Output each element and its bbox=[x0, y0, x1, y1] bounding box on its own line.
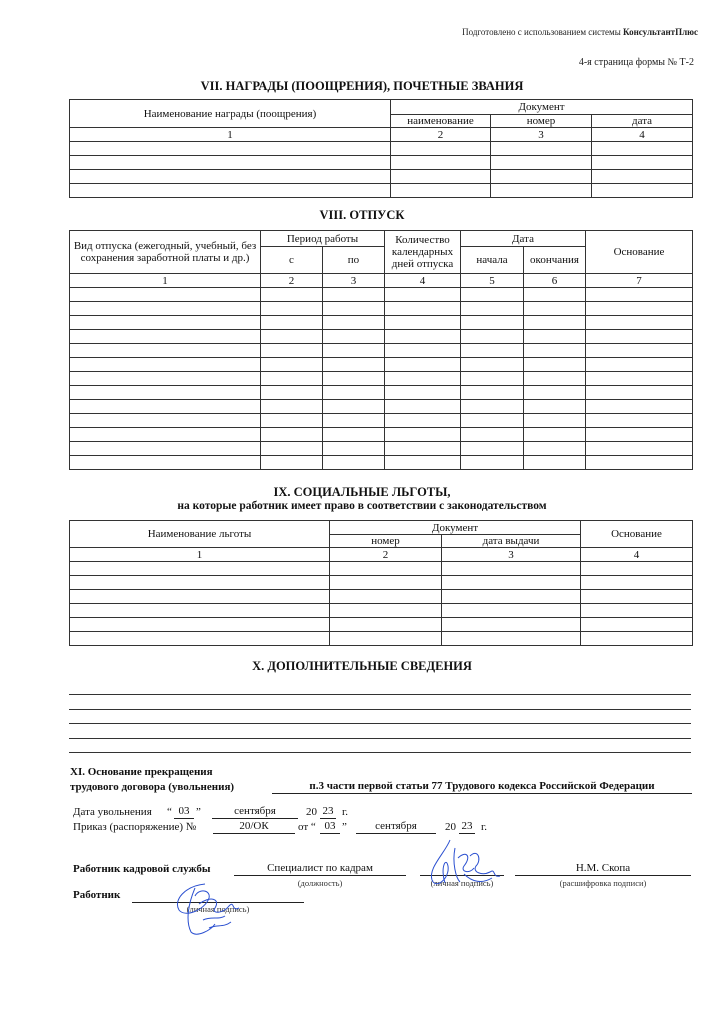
empty-cell[interactable] bbox=[70, 344, 261, 358]
empty-cell[interactable] bbox=[323, 302, 385, 316]
empty-cell[interactable] bbox=[385, 414, 461, 428]
empty-cell[interactable] bbox=[385, 442, 461, 456]
empty-cell[interactable] bbox=[330, 576, 442, 590]
vacation-table bbox=[69, 230, 693, 470]
empty-cell[interactable] bbox=[323, 428, 385, 442]
header-doc-name: наименование bbox=[391, 115, 491, 128]
empty-cell[interactable] bbox=[586, 358, 693, 372]
year-suffix: г. bbox=[342, 806, 349, 818]
header-document: Документ bbox=[391, 100, 693, 115]
table-row bbox=[70, 632, 693, 646]
name-caption: (расшифровка подписи) bbox=[559, 878, 647, 888]
col-number: 3 bbox=[442, 548, 581, 562]
empty-cell[interactable] bbox=[70, 618, 330, 632]
order-from-label: от “ bbox=[298, 821, 316, 833]
empty-cell[interactable] bbox=[261, 386, 323, 400]
empty-cell[interactable] bbox=[442, 604, 581, 618]
hr-signature-icon bbox=[420, 838, 510, 893]
empty-cell[interactable] bbox=[461, 386, 524, 400]
empty-cell[interactable] bbox=[524, 358, 586, 372]
empty-cell[interactable] bbox=[261, 358, 323, 372]
consultant-plus-note bbox=[0, 27, 698, 37]
year-prefix: 20 bbox=[445, 821, 456, 833]
empty-cell[interactable] bbox=[385, 372, 461, 386]
column-numbers-row bbox=[70, 128, 693, 142]
empty-cell[interactable] bbox=[442, 632, 581, 646]
empty-cell[interactable] bbox=[261, 344, 323, 358]
header-from: с bbox=[261, 247, 323, 274]
empty-cell[interactable] bbox=[330, 618, 442, 632]
empty-cell[interactable] bbox=[461, 456, 524, 470]
header-basis: Основание bbox=[586, 231, 693, 274]
year-suffix: г. bbox=[481, 821, 488, 833]
order-day-field[interactable]: 03 bbox=[320, 820, 340, 834]
empty-cell[interactable] bbox=[586, 330, 693, 344]
empty-cell[interactable] bbox=[391, 142, 491, 156]
termination-basis-field[interactable]: п.3 части первой статьи 77 Трудового кодекса Российской Федерации bbox=[272, 780, 692, 794]
empty-cell[interactable] bbox=[461, 400, 524, 414]
empty-cell[interactable] bbox=[385, 302, 461, 316]
empty-cell[interactable] bbox=[330, 604, 442, 618]
empty-cell[interactable] bbox=[442, 618, 581, 632]
empty-cell[interactable] bbox=[330, 632, 442, 646]
table-row bbox=[70, 456, 693, 470]
empty-cell[interactable] bbox=[586, 302, 693, 316]
order-year-field[interactable]: 23 bbox=[459, 820, 475, 834]
table-row bbox=[70, 442, 693, 456]
empty-cell[interactable] bbox=[261, 372, 323, 386]
empty-cell[interactable] bbox=[586, 316, 693, 330]
empty-cell[interactable] bbox=[70, 456, 261, 470]
empty-cell[interactable] bbox=[70, 604, 330, 618]
empty-cell[interactable] bbox=[586, 414, 693, 428]
header-to: по bbox=[323, 247, 385, 274]
empty-cell[interactable] bbox=[323, 288, 385, 302]
empty-cell[interactable] bbox=[70, 386, 261, 400]
empty-cell[interactable] bbox=[70, 414, 261, 428]
section-8-title: VIII. ОТПУСК bbox=[319, 208, 405, 222]
empty-cell[interactable] bbox=[581, 590, 693, 604]
dismissal-day-field[interactable]: 03 bbox=[174, 805, 194, 819]
column-numbers-row bbox=[70, 548, 693, 562]
empty-cell[interactable] bbox=[323, 316, 385, 330]
col-number: 5 bbox=[461, 274, 524, 288]
header-days-count: Количество календарных дней отпуска bbox=[385, 231, 461, 274]
empty-cell[interactable] bbox=[70, 442, 261, 456]
empty-cell[interactable] bbox=[581, 618, 693, 632]
empty-cell[interactable] bbox=[592, 170, 693, 184]
empty-cell[interactable] bbox=[385, 456, 461, 470]
table-row bbox=[70, 156, 693, 170]
table-row bbox=[70, 142, 693, 156]
empty-cell[interactable] bbox=[524, 428, 586, 442]
form-page-label: 4-я страница формы № Т-2 bbox=[578, 57, 694, 68]
section-10-title: X. ДОПОЛНИТЕЛЬНЫЕ СВЕДЕНИЯ bbox=[252, 659, 472, 673]
hr-name-field[interactable]: Н.М. Скопа bbox=[515, 862, 691, 876]
order-label: Приказ (распоряжение) № bbox=[73, 821, 197, 833]
empty-cell[interactable] bbox=[391, 170, 491, 184]
empty-cell[interactable] bbox=[586, 400, 693, 414]
empty-cell[interactable] bbox=[491, 156, 592, 170]
empty-cell[interactable] bbox=[592, 156, 693, 170]
brand-name: КонсультантПлюс bbox=[623, 27, 698, 37]
empty-cell[interactable] bbox=[323, 344, 385, 358]
empty-cell[interactable] bbox=[70, 302, 261, 316]
employee-signature-icon bbox=[165, 880, 255, 940]
awards-table bbox=[69, 99, 693, 198]
table-row bbox=[70, 330, 693, 344]
empty-cell[interactable] bbox=[491, 142, 592, 156]
empty-cell[interactable] bbox=[261, 414, 323, 428]
empty-cell[interactable] bbox=[524, 456, 586, 470]
col-number: 3 bbox=[323, 274, 385, 288]
empty-cell[interactable] bbox=[461, 316, 524, 330]
column-numbers-row bbox=[70, 274, 693, 288]
order-number-field[interactable]: 20/ОК bbox=[213, 820, 295, 834]
header-start: начала bbox=[461, 247, 524, 274]
hr-position-field[interactable]: Специалист по кадрам bbox=[234, 862, 406, 876]
empty-cell[interactable] bbox=[323, 442, 385, 456]
empty-cell[interactable] bbox=[586, 344, 693, 358]
empty-cell[interactable] bbox=[385, 400, 461, 414]
col-number: 6 bbox=[524, 274, 586, 288]
section-7-title: VII. НАГРАДЫ (ПООЩРЕНИЯ), ПОЧЕТНЫЕ ЗВАНИЯ bbox=[200, 79, 524, 93]
header-number: номер bbox=[330, 535, 442, 548]
col-number: 1 bbox=[70, 548, 330, 562]
table-row bbox=[70, 170, 693, 184]
empty-cell[interactable] bbox=[524, 330, 586, 344]
additional-info-line[interactable] bbox=[69, 709, 691, 710]
empty-cell[interactable] bbox=[461, 414, 524, 428]
benefits-table bbox=[69, 520, 693, 646]
empty-cell[interactable] bbox=[461, 442, 524, 456]
header-doc-date: дата bbox=[592, 115, 693, 128]
table-row bbox=[70, 576, 693, 590]
empty-cell[interactable] bbox=[581, 576, 693, 590]
empty-cell[interactable] bbox=[581, 604, 693, 618]
vacation-rows bbox=[70, 288, 693, 470]
table-row bbox=[70, 562, 693, 576]
table-row bbox=[70, 288, 693, 302]
table-row bbox=[70, 414, 693, 428]
close-quote: ” bbox=[196, 806, 201, 818]
section-11-title-line1: XI. Основание прекращения bbox=[70, 766, 213, 778]
empty-cell[interactable] bbox=[586, 456, 693, 470]
empty-cell[interactable] bbox=[385, 288, 461, 302]
col-number: 7 bbox=[586, 274, 693, 288]
col-number: 1 bbox=[70, 128, 391, 142]
benefits-rows bbox=[70, 562, 693, 646]
col-number: 4 bbox=[385, 274, 461, 288]
empty-cell[interactable] bbox=[581, 632, 693, 646]
col-number: 4 bbox=[592, 128, 693, 142]
empty-cell[interactable] bbox=[70, 142, 391, 156]
empty-cell[interactable] bbox=[261, 302, 323, 316]
employee-signature-caption: (личная подпись) bbox=[186, 904, 250, 914]
empty-cell[interactable] bbox=[330, 590, 442, 604]
empty-cell[interactable] bbox=[385, 358, 461, 372]
empty-cell[interactable] bbox=[524, 288, 586, 302]
col-number: 1 bbox=[70, 274, 261, 288]
table-row bbox=[70, 302, 693, 316]
empty-cell[interactable] bbox=[524, 316, 586, 330]
header-date: Дата bbox=[461, 231, 586, 247]
empty-cell[interactable] bbox=[70, 288, 261, 302]
empty-cell[interactable] bbox=[70, 372, 261, 386]
empty-cell[interactable] bbox=[323, 372, 385, 386]
additional-info-line[interactable] bbox=[69, 723, 691, 724]
empty-cell[interactable] bbox=[524, 414, 586, 428]
empty-cell[interactable] bbox=[70, 330, 261, 344]
empty-cell[interactable] bbox=[70, 428, 261, 442]
empty-cell[interactable] bbox=[385, 386, 461, 400]
additional-info-line[interactable] bbox=[69, 738, 691, 739]
section-11-title-line2: трудового договора (увольнения) bbox=[70, 781, 235, 793]
empty-cell[interactable] bbox=[524, 386, 586, 400]
empty-cell[interactable] bbox=[461, 372, 524, 386]
empty-cell[interactable] bbox=[261, 456, 323, 470]
empty-cell[interactable] bbox=[330, 562, 442, 576]
empty-cell[interactable] bbox=[70, 576, 330, 590]
empty-cell[interactable] bbox=[461, 330, 524, 344]
table-row bbox=[70, 428, 693, 442]
empty-cell[interactable] bbox=[70, 562, 330, 576]
empty-cell[interactable] bbox=[592, 142, 693, 156]
from-text: от bbox=[298, 821, 309, 833]
empty-cell[interactable] bbox=[70, 358, 261, 372]
empty-cell[interactable] bbox=[70, 156, 391, 170]
col-number: 2 bbox=[330, 548, 442, 562]
col-number: 3 bbox=[491, 128, 592, 142]
empty-cell[interactable] bbox=[70, 184, 391, 198]
header-end: окончания bbox=[524, 247, 586, 274]
empty-cell[interactable] bbox=[391, 184, 491, 198]
empty-cell[interactable] bbox=[592, 184, 693, 198]
empty-cell[interactable] bbox=[261, 330, 323, 344]
empty-cell[interactable] bbox=[385, 316, 461, 330]
header-vacation-type: Вид отпуска (ежегодный, учебный, без сохранения заработной платы и др.) bbox=[70, 231, 261, 274]
section-9-subtitle: на которые работник имеет право в соответствии с законодательством bbox=[177, 500, 547, 512]
table-row bbox=[70, 618, 693, 632]
empty-cell[interactable] bbox=[461, 428, 524, 442]
empty-cell[interactable] bbox=[385, 428, 461, 442]
empty-cell[interactable] bbox=[323, 414, 385, 428]
dismissal-year-field[interactable]: 23 bbox=[320, 805, 336, 819]
empty-cell[interactable] bbox=[461, 358, 524, 372]
empty-cell[interactable] bbox=[586, 288, 693, 302]
empty-cell[interactable] bbox=[70, 170, 391, 184]
header-work-period: Период работы bbox=[261, 231, 385, 247]
hr-employee-label: Работник кадровой службы bbox=[73, 863, 211, 875]
empty-cell[interactable] bbox=[524, 400, 586, 414]
empty-cell[interactable] bbox=[586, 386, 693, 400]
prepared-text: Подготовлено с использованием системы bbox=[462, 27, 621, 37]
empty-cell[interactable] bbox=[581, 562, 693, 576]
empty-cell[interactable] bbox=[323, 330, 385, 344]
dismissal-month-field[interactable]: сентября bbox=[212, 805, 298, 819]
empty-cell[interactable] bbox=[261, 442, 323, 456]
table-row bbox=[70, 316, 693, 330]
empty-cell[interactable] bbox=[586, 442, 693, 456]
close-quote: ” bbox=[342, 821, 347, 833]
order-month-field[interactable]: сентября bbox=[356, 820, 436, 834]
employee-label: Работник bbox=[73, 889, 121, 901]
header-award-name: Наименование награды (поощрения) bbox=[70, 100, 391, 128]
empty-cell[interactable] bbox=[261, 316, 323, 330]
col-number: 2 bbox=[261, 274, 323, 288]
empty-cell[interactable] bbox=[586, 372, 693, 386]
empty-cell[interactable] bbox=[442, 576, 581, 590]
empty-cell[interactable] bbox=[461, 344, 524, 358]
additional-info-line[interactable] bbox=[69, 694, 691, 695]
year-prefix: 20 bbox=[306, 806, 317, 818]
empty-cell[interactable] bbox=[385, 330, 461, 344]
empty-cell[interactable] bbox=[442, 590, 581, 604]
empty-cell[interactable] bbox=[261, 288, 323, 302]
header-basis: Основание bbox=[581, 521, 693, 548]
table-row bbox=[70, 372, 693, 386]
empty-cell[interactable] bbox=[323, 358, 385, 372]
empty-cell[interactable] bbox=[261, 428, 323, 442]
empty-cell[interactable] bbox=[491, 184, 592, 198]
empty-cell[interactable] bbox=[442, 562, 581, 576]
table-row bbox=[70, 590, 693, 604]
empty-cell[interactable] bbox=[323, 456, 385, 470]
table-row bbox=[70, 344, 693, 358]
col-number: 4 bbox=[581, 548, 693, 562]
empty-cell[interactable] bbox=[391, 156, 491, 170]
awards-rows bbox=[70, 142, 693, 198]
empty-cell[interactable] bbox=[586, 428, 693, 442]
open-quote: “ bbox=[167, 806, 172, 818]
table-row bbox=[70, 386, 693, 400]
table-row bbox=[70, 400, 693, 414]
empty-cell[interactable] bbox=[461, 302, 524, 316]
empty-cell[interactable] bbox=[261, 400, 323, 414]
col-number: 2 bbox=[391, 128, 491, 142]
hr-signature-caption: (личная подпись) bbox=[430, 878, 494, 888]
empty-cell[interactable] bbox=[524, 372, 586, 386]
header-doc-number: номер bbox=[491, 115, 592, 128]
table-row bbox=[70, 184, 693, 198]
empty-cell[interactable] bbox=[524, 442, 586, 456]
empty-cell[interactable] bbox=[385, 344, 461, 358]
empty-cell[interactable] bbox=[491, 170, 592, 184]
empty-cell[interactable] bbox=[461, 288, 524, 302]
table-row bbox=[70, 604, 693, 618]
empty-cell[interactable] bbox=[70, 316, 261, 330]
header-benefit-name: Наименование льготы bbox=[70, 521, 330, 548]
additional-info-line[interactable] bbox=[69, 752, 691, 753]
empty-cell[interactable] bbox=[70, 590, 330, 604]
table-row bbox=[70, 358, 693, 372]
empty-cell[interactable] bbox=[323, 386, 385, 400]
empty-cell[interactable] bbox=[524, 302, 586, 316]
dismissal-date-label: Дата увольнения bbox=[73, 806, 152, 818]
empty-cell[interactable] bbox=[70, 400, 261, 414]
section-9-title: IX. СОЦИАЛЬНЫЕ ЛЬГОТЫ, bbox=[273, 485, 451, 499]
header-document: Документ bbox=[330, 521, 581, 535]
header-issue-date: дата выдачи bbox=[442, 535, 581, 548]
empty-cell[interactable] bbox=[524, 344, 586, 358]
empty-cell[interactable] bbox=[323, 400, 385, 414]
empty-cell[interactable] bbox=[70, 632, 330, 646]
position-caption: (должность) bbox=[297, 878, 343, 888]
